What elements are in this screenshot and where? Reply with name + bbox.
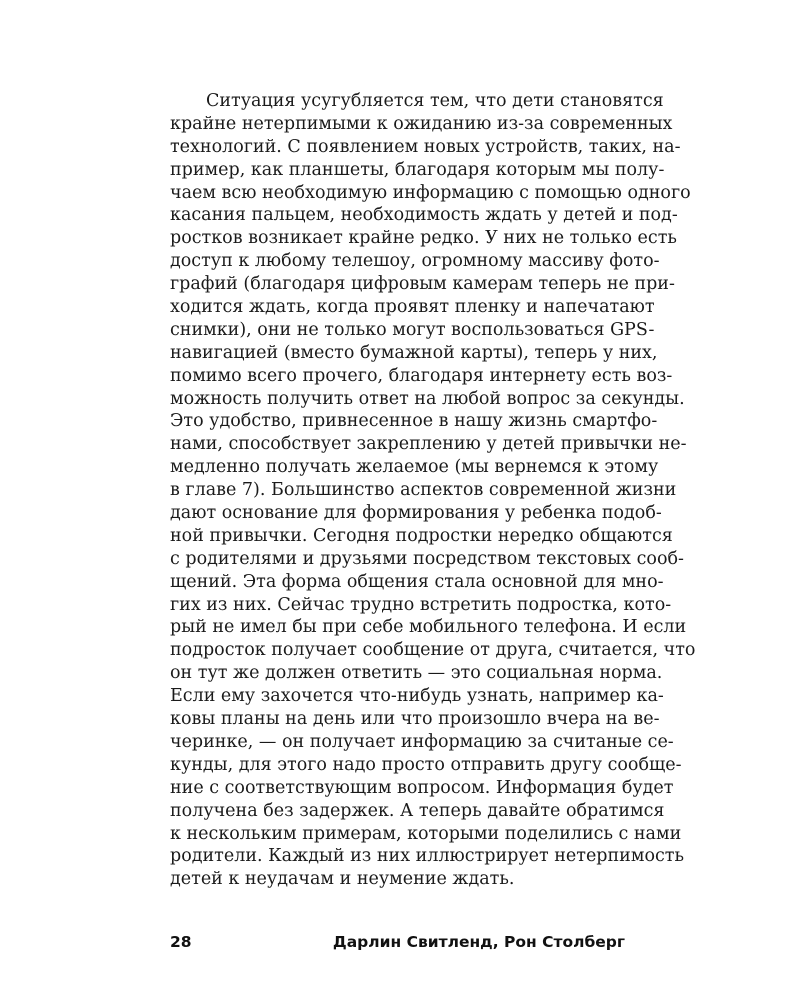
text-line: он тут же должен ответить — это социальная норма. [170,663,663,684]
text-line: Ситуация усугубляется тем, что дети становятся [206,91,664,111]
text-line: нами, способствует закреплению у детей привычки не- [170,434,687,455]
text-line: родители. Каждый из них иллюстрирует нетерпимость [170,846,684,867]
text-line: можность получить ответ на любой вопрос за секунды. [170,388,685,409]
text-line: Это удобство, привнесенное в нашу жизнь смартфо- [170,411,658,432]
text-line: ковы планы на день или что произошло вчера на ве- [170,709,660,730]
text-line: графий (благодаря цифровым камерам теперь не при- [170,274,675,295]
text-line: пример, как планшеты, благодаря которым мы полу- [170,159,665,180]
text-line: рый не имел бы при себе мобильного телефона. И если [170,617,687,638]
text-line: получена без задержек. А теперь давайте обратимся [170,800,665,821]
text-line: медленно получать желаемое (мы вернемся к этому [170,457,659,478]
text-line: черинке, — он получает информацию за считаные се- [170,731,674,752]
text-line: ростков возникает крайне редко. У них не только есть [170,228,677,249]
text-line: гих из них. Сейчас трудно встретить подростка, кото- [170,594,672,615]
text-line: касания пальцем, необходимость ждать у детей и под- [170,205,678,226]
text-line: дают основание для формирования у ребенка подоб- [170,503,662,524]
body-paragraph [170,90,696,891]
page-footer [170,933,625,955]
text-line: помимо всего прочего, благодаря интернету есть воз- [170,365,673,386]
text-line: технологий. С появлением новых устройств, таких, на- [170,136,681,157]
text-line: крайне нетерпимыми к ожиданию из-за современных [170,113,673,134]
text-line: ной привычки. Сегодня подростки нередко общаются [170,525,673,546]
text-line: щений. Эта форма общения стала основной для мно- [170,571,664,592]
text-line: ние с соответствующим вопросом. Информация будет [170,777,674,798]
text-line: к нескольким примерам, которыми поделились с нами [170,823,682,844]
page-number: 28 [170,933,192,951]
text-line: детей к неудачам и неумение ждать. [170,869,515,890]
text-line: ходится ждать, когда проявят пленку и напечатают [170,297,655,318]
text-line: Если ему захочется что-нибудь узнать, например ка- [170,686,664,707]
text-line: кунды, для этого надо просто отправить другу сообще- [170,754,682,775]
text-line: снимки), они не только могут воспользоваться GPS- [170,319,655,340]
text-line: доступ к любому телешоу, огромному массиву фото- [170,251,660,272]
running-footer-authors: Дарлин Свитленд, Рон Столберг [332,933,625,951]
text-line: в главе 7). Большинство аспектов современной жизни [170,480,677,501]
text-line: с родителями и друзьями посредством текстовых сооб- [170,548,684,569]
text-line: чаем всю необходимую информацию с помощью одного [170,182,691,203]
text-line: навигацией (вместо бумажной карты), теперь у них, [170,342,658,363]
text-line: подросток получает сообщение от друга, считается, что [170,640,696,661]
